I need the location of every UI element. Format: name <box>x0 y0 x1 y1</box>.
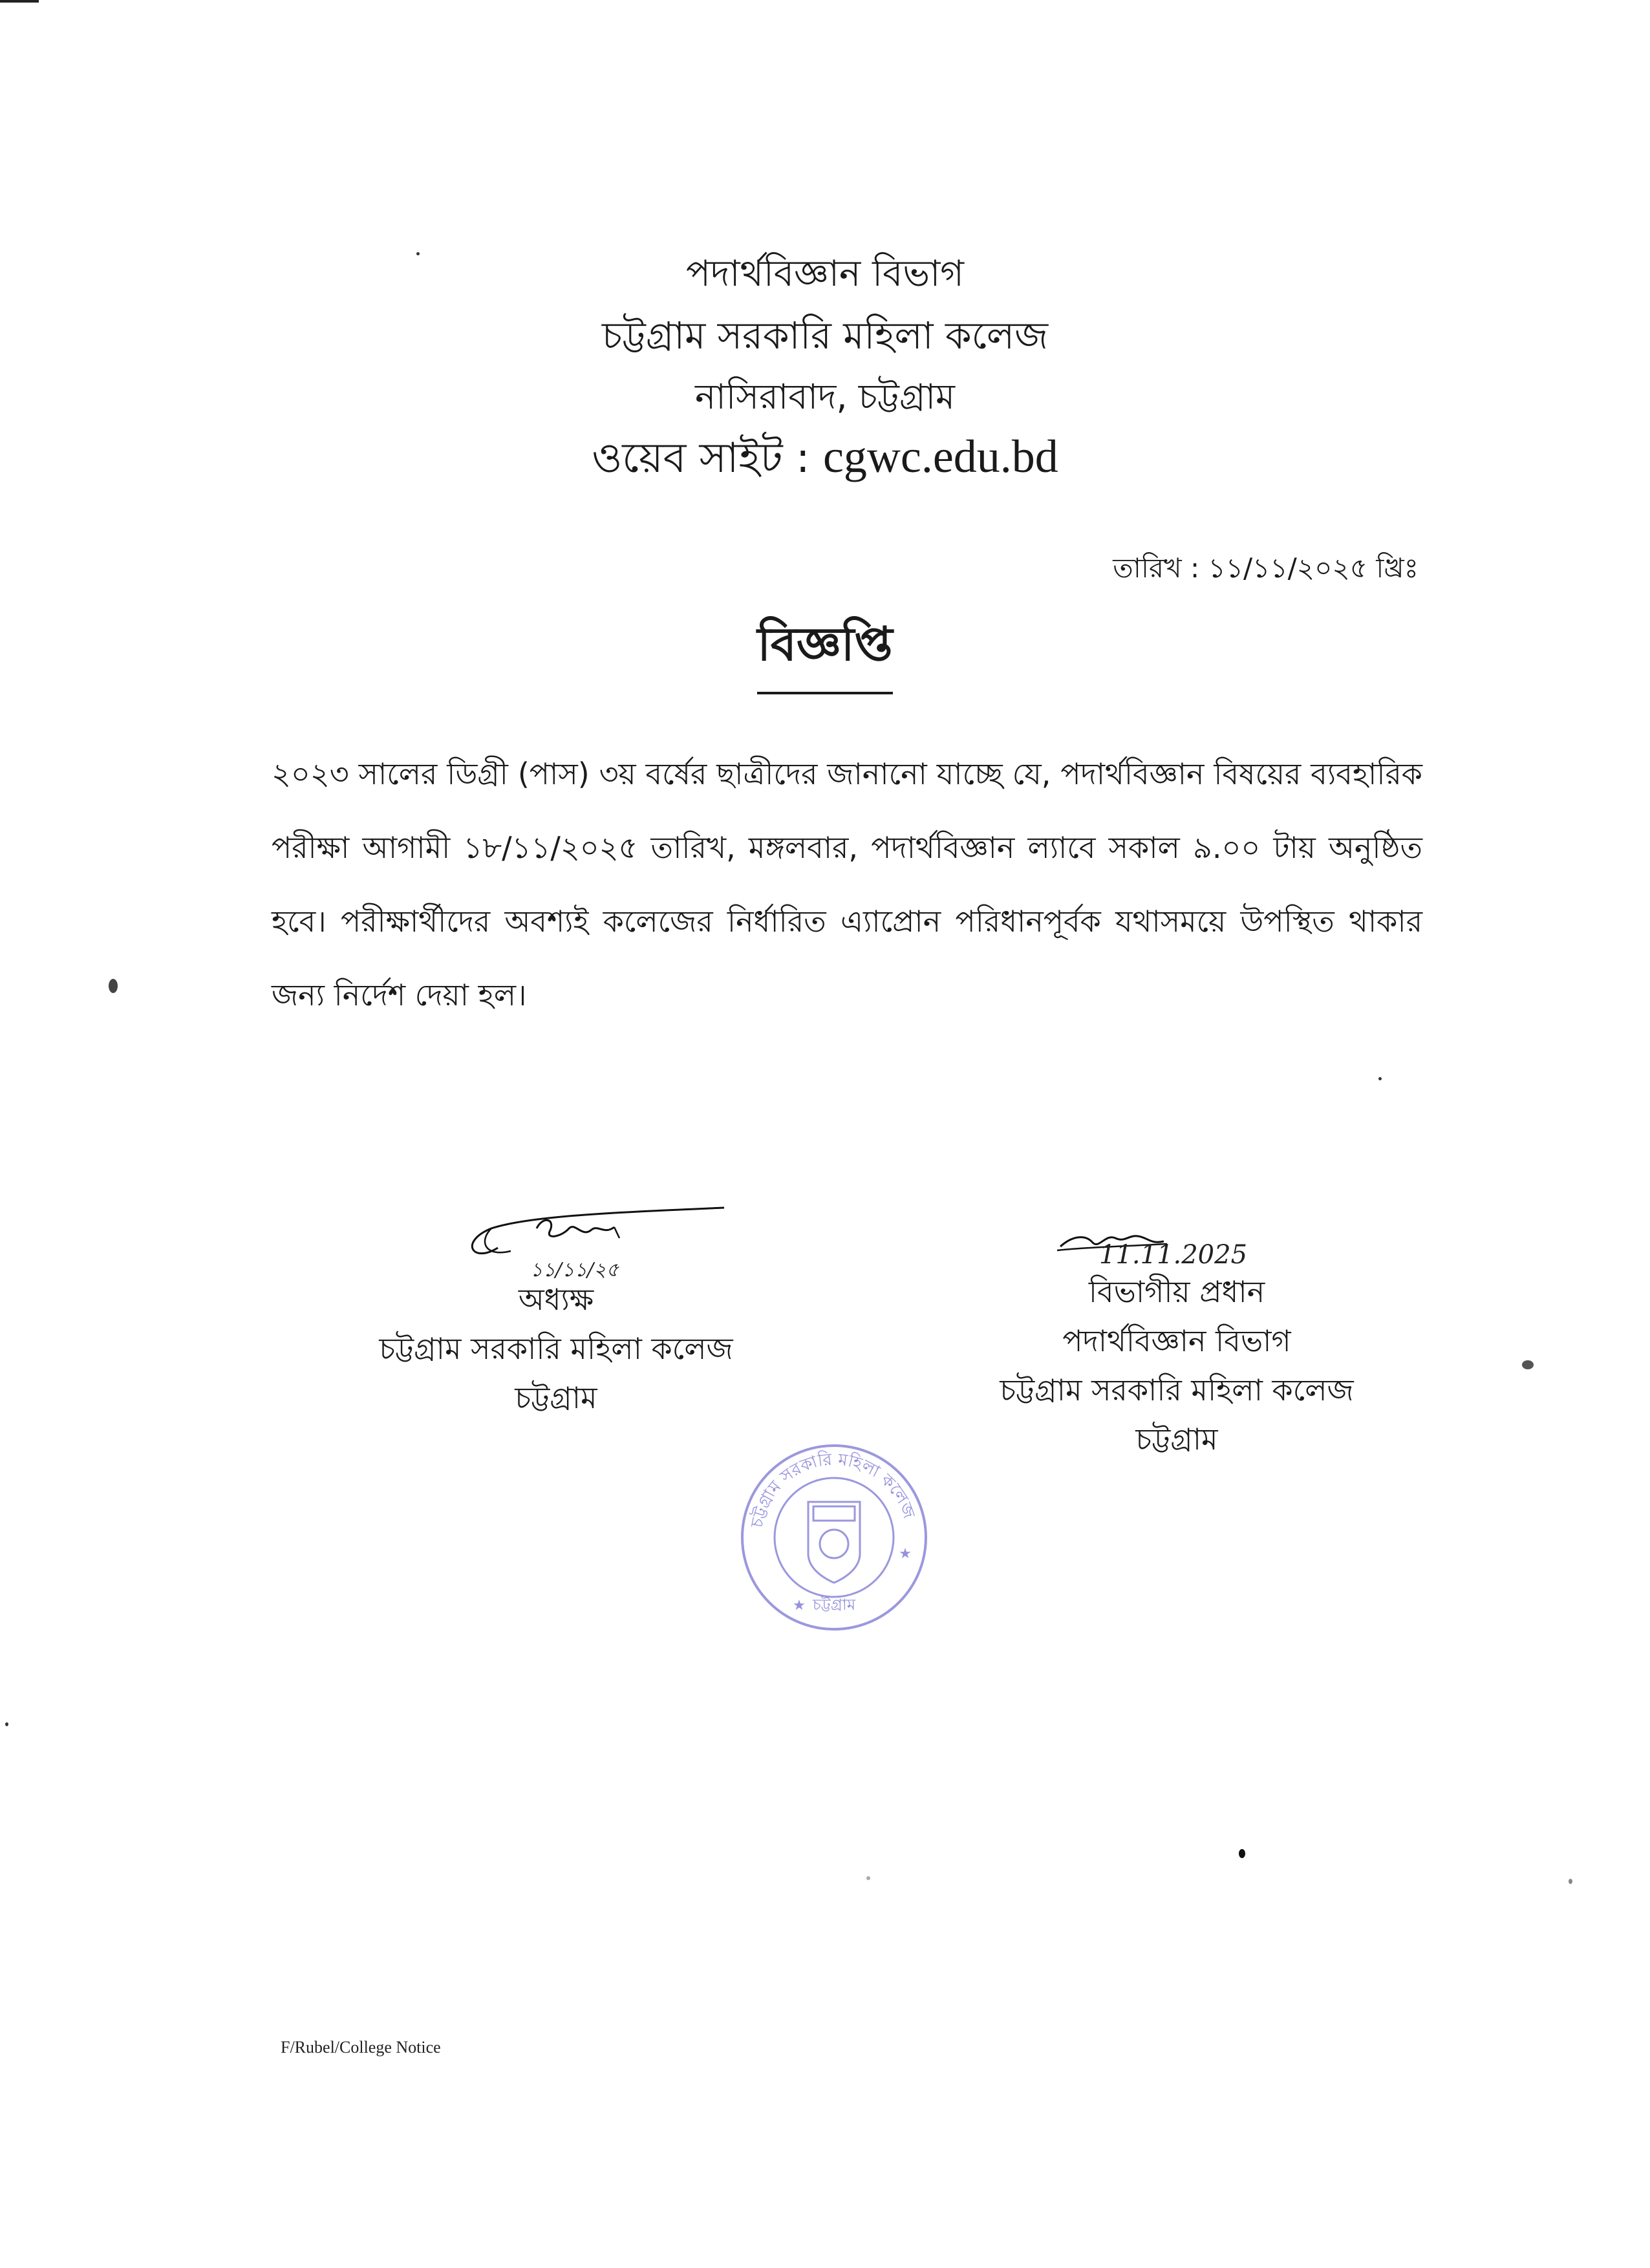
hod-city: চট্টগ্রাম <box>1135 1422 1218 1457</box>
principal-college: চট্টগ্রাম সরকারি মহিলা কলেজ <box>379 1331 733 1366</box>
scan-speck <box>5 1722 8 1726</box>
svg-text:★: ★ <box>793 1598 806 1614</box>
hod-department: পদার্থবিজ্ঞান বিভাগ <box>1062 1323 1291 1358</box>
scan-speck <box>1378 1077 1382 1080</box>
scan-speck <box>109 979 118 993</box>
hod-college: চট্টগ্রাম সরকারি মহিলা কলেজ <box>1000 1373 1354 1407</box>
head-of-department-signature-date: 11.11.2025 <box>1099 1240 1248 1270</box>
scan-speck <box>1239 1849 1245 1858</box>
college-address: নাসিরাবাদ, চট্টগ্রাম <box>694 376 956 417</box>
principal-signature-date: ১১/১১/২৫ <box>530 1259 619 1281</box>
website-line <box>0 427 1650 496</box>
svg-text:চট্টগ্রাম সরকারি মহিলা কলেজ <box>747 1450 919 1530</box>
hod-title: বিভাগীয় প্রধান <box>1088 1274 1265 1309</box>
department-name: পদার্থবিজ্ঞান বিভাগ <box>685 253 965 295</box>
college-seal-stamp <box>737 1440 931 1634</box>
principal-signature-block <box>323 1275 789 1422</box>
scan-speck <box>416 252 420 255</box>
head-of-department-signature-block <box>944 1267 1409 1464</box>
scan-speck <box>1522 1360 1534 1369</box>
scan-speck <box>866 1876 870 1880</box>
seal-bottom-text: চট্টগ্রাম <box>812 1596 856 1614</box>
notice-title <box>0 609 1650 694</box>
seal-ring-text: চট্টগ্রাম সরকারি মহিলা কলেজ <box>747 1450 919 1530</box>
notice-date: তারিখ : ১১/১১/২০২৫ খ্রিঃ <box>1113 552 1419 584</box>
website-label: ওয়েব সাইট : <box>592 434 823 482</box>
scan-speck <box>1569 1879 1572 1884</box>
notice-title-text: বিজ্ঞপ্তি <box>757 609 892 694</box>
footer-reference: F/Rubel/College Notice <box>281 2038 441 2057</box>
principal-title: অধ্যক্ষ <box>518 1282 594 1317</box>
svg-text:★: ★ <box>899 1546 912 1562</box>
principal-city: চট্টগ্রাম <box>515 1380 597 1415</box>
scan-corner-mark <box>0 0 39 3</box>
college-name: চট্টগ্রাম সরকারি মহিলা কলেজ <box>601 314 1049 358</box>
website-url: cgwc.edu.bd <box>822 431 1058 482</box>
notice-body: ২০২৩ সালের ডিগ্রী (পাস) ৩য় বর্ষের ছাত্রীদের জানানো যাচ্ছে যে, পদার্থবিজ্ঞান বিষয়ের ব্যবহারিক পরীক্ষা আগামী ১৮/১১/২০২৫ তারিখ, মঙ্গলবার, পদার্থবিজ্ঞান ল্যাবে সকাল ৯.০০ টায় অনুষ্ঠিত হবে। পরীক্ষার্থীদের অবশ্যই কলেজের নির্ধারিত এ্যাপ্রোন পরিধানপূর্বক যথাসময়ে উপস্থিত থাকার জন্য নির্দেশ দেয়া হল। <box>272 756 1422 1012</box>
